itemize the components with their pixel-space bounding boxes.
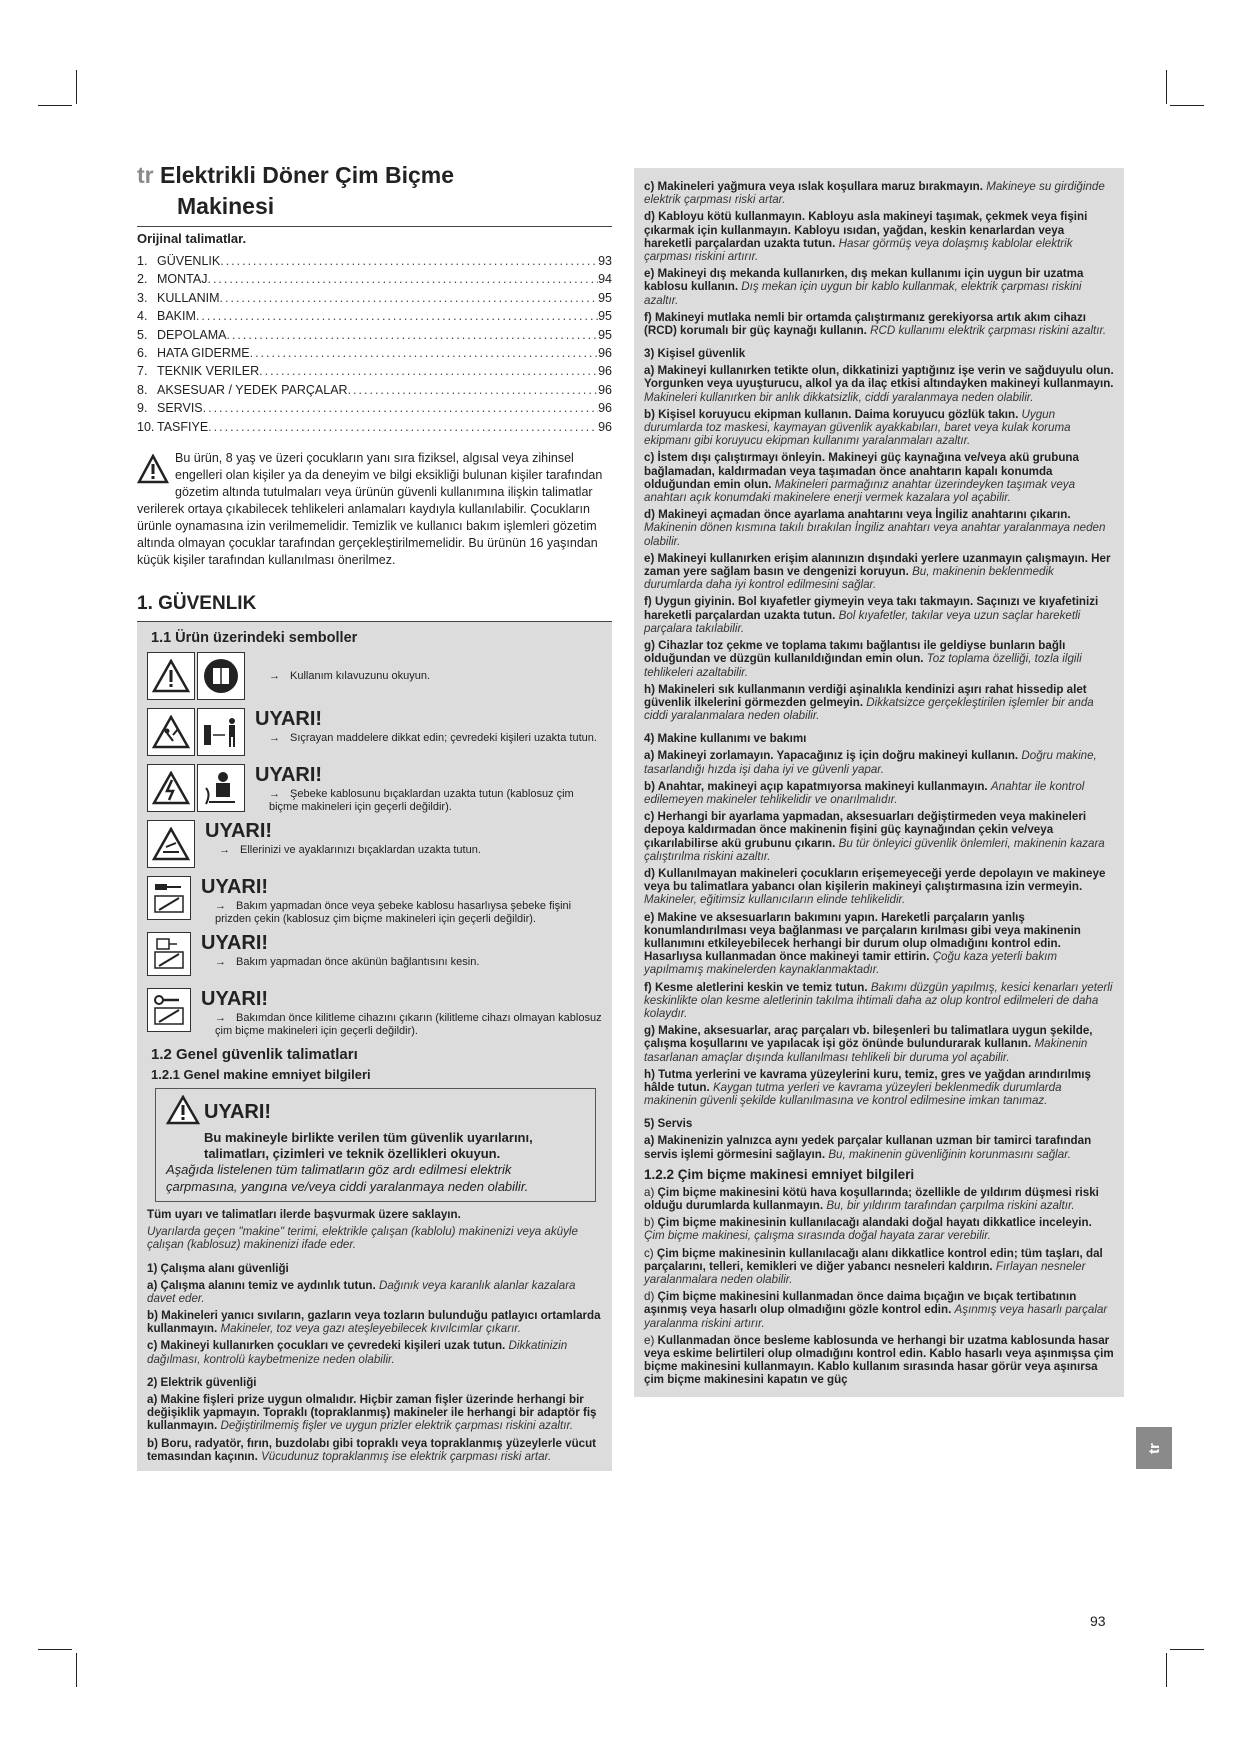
toc-label: TASFIYE [157,419,209,434]
italic-text: Makineler, toz veya gazı ateşleyebilecek kıvılcımlar çıkarır. [220,1322,521,1336]
section-heading: 1.2.2 Çim biçme makinesi emniyet bilgileri [644,1166,915,1182]
instruction-paragraph [644,911,1114,977]
general-warning-box [155,1088,596,1202]
toc-item [137,362,612,380]
title-line2: Makinesi [177,193,275,219]
section-heading-1-2-1: 1.2.1 Genel makine emniyet bilgileri [151,1067,371,1083]
toc-item [137,418,612,436]
toc-item [137,270,612,288]
toc-leader [220,289,599,307]
bold-text: a) Makineyi kullanırken tetikte olun, dikkatinizi yaptığınız işe verin ve sağduyulu olun. Yorgunken veya uyuşturucu, alkol ya da ilaç etkisi altındayken makineyi kullanmayın. [644,364,1114,391]
subsection-heading: 3) Kişisel güvenlik [644,347,746,361]
crop-mark [1170,1649,1204,1650]
instruction-paragraph [644,1134,1114,1160]
toc-label: HATA GIDERME [157,346,250,361]
crop-mark [1166,1653,1167,1687]
crop-mark [1170,105,1204,106]
toc-number: 3. [137,290,148,305]
symbol-row: UYARI! → Bakım yapmadan önce akünün bağlantısını kesin. [147,932,604,982]
lock-device-icon [147,988,191,1032]
instruction-paragraph [644,408,1114,448]
symbol-text: Bakımdan önce kilitleme cihazını çıkarın (kilitleme cihazı olmayan kablosuz çim biçme makineleri için geçerli değildir). [215,1012,602,1037]
toc-page: 96 [598,419,612,434]
toc-item [137,252,612,270]
symbol-text: Bakım yapmadan önce akünün bağlantısını kesin. [236,956,480,969]
instruction-paragraph [147,1393,604,1433]
italic-text: Makineler, eğitimsiz kullanıcıların elinde tehlikelidir. [644,893,906,907]
italic-text: Bu tür önleyici güvenlik önlemleri, makinenin kazara çalıştırılma riskini azaltır. [644,836,1105,863]
warning-heading: UYARI! [201,876,269,899]
instruction-paragraph [644,810,1114,863]
italic-text: Bu, makinenin beklenmedik durumlarda daha iyi kontrol edilmesini sağlar. [644,565,1054,592]
warning-triangle-icon [147,652,195,700]
toc-item [137,399,612,417]
instruction-paragraph [644,451,1114,504]
bold-text: f) Kesme aletlerini keskin ve temiz tutun. [644,980,868,994]
bold-text: Kullanmadan önce besleme kablosunda ve herhangi bir uzatma kablosunda hasar veya eskime belirtileri olup olmadığını kontrol edin. Kablo hasarlı veya aşınmışsa çim biçme makinesini kullanmayın. Kablo kullanım sırasında hasar görür veya aşınırsa çim biçme makinesini kapatın ve güç [644,1333,1114,1387]
symbol-row: → Kullanım kılavuzunu okuyun. [147,652,604,702]
warning-heading: UYARI! [201,988,269,1011]
left-paragraphs [147,1208,604,1463]
instruction-paragraph [644,867,1114,907]
item-prefix: b) [644,1216,658,1230]
instruction-paragraph [644,1290,1114,1330]
subsection-heading: 1) Çalışma alanı güvenliği [147,1261,289,1275]
symbol-text: Sıçrayan maddelere dikkat edin; çevredeki kişileri uzakta tutun. [290,732,597,745]
bold-text: h) Makineleri sık kullanmanın verdiği aşinalıkla kendinizi aşırı rahat hissedip alet güvenlik ilkelerini görmezden gelmeyin. [644,682,1087,709]
italic-text: Çim biçme makinesi, çalışma sırasında doğal hayata zarar verebilir. [644,1229,991,1243]
toc-label: KULLANIM [157,290,220,305]
toc-number: 1. [137,254,148,268]
italic-text: Makineye su girdiğinde elektrik çarpması riski artar. [644,180,1105,207]
title-line1: Elektrikli Döner Çim Biçme [160,162,455,188]
table-of-contents [137,252,612,436]
left-column [137,160,612,1471]
instruction-paragraph [644,311,1114,337]
instruction-paragraph [644,1247,1114,1287]
italic-text: Kaygan tutma yerleri ve kavrama yüzeyleri beklenmedik durumlarda makinenin güvenli şekilde kullanılmasına ve kontrol edilmesine imkan tanımaz. [644,1080,1062,1108]
side-tab-label: tr [1145,1442,1163,1454]
symbol-row: UYARI! → Bakımdan önce kilitleme cihazını çıkarın (kilitleme cihazı olmayan kablosuz çim biçme makineleri için geçerli değildir). [147,988,604,1038]
toc-leader [220,252,598,270]
subsection-heading: 4) Makine kullanımı ve bakımı [644,732,807,746]
toc-leader [207,270,598,288]
warning-triangle-icon [137,454,169,489]
bold-text: b) Makineleri yanıcı sıvıların, gazların veya tozların bulunduğu patlayıcı ortamlarda kullanmayın. [147,1309,601,1336]
bold-text: f) Uygun giyinin. Bol kıyafetler giymeyin veya takı takmayın. Saçınızı ve kıyafetinizi hareketli parçalardan uzakta tutun. [644,595,1099,622]
bold-text: c) Makineyi kullanırken çocukları ve çevredeki kişileri uzak tutun. [147,1339,506,1353]
warning-italic-text: Aşağıda listelenen tüm talimatların göz ardı edilmesi elektrik çarpmasına, yangına ve/veya ciddi yaralanmaya neden olabilir. [166,1162,529,1195]
bold-text: d) Kullanılmayan makineleri çocukların erişemeyeceği yerde depolayın ve makineye veya bu talimatlara yabancı olan kişilerin makineyi çalıştırmasına izin vermeyin. [644,866,1106,894]
italic-text: Makineleri parmağınız anahtar üzerindeyken taşımak veya anahtarı açık konumdaki makinelere enerji vermek kazalara yol açabilir. [644,477,1076,505]
bold-text: e) Makine ve aksesuarların bakımını yapın. Hareketli parçaların yanlış konumlandırılması veya bağlanması ve parçaların kırılması gibi veya makinenin kullanımını etkileyebilecek herhangi bir durum olup olmadığını kontrol edin. Hasarlıysa kullanmadan önce makineyi tamir ettirin. [644,910,1081,964]
toc-item [137,381,612,399]
instruction-paragraph [644,1186,1114,1212]
symbol-text: Kullanım kılavuzunu okuyun. [290,670,431,683]
item-prefix: e) [644,1333,658,1347]
toc-number: 7. [137,364,148,379]
instruction-paragraph [644,508,1114,548]
bold-text: e) Makineyi kullanırken erişim alanınızın dışındaki yerlere uzanmayın çalışmayın. Her zaman yere sağlam basın ve dengenizi koruyun. [644,551,1111,579]
italic-text: Uygun durumlarda toz maskesi, kaymayan güvenlik ayakkabıları, baret veya kulak koruma ekipmanı gibi koruyucu ekipman kullanımı yaralanmaları azaltır. [644,407,1071,448]
toc-page: 96 [598,346,612,361]
bold-text: Tüm uyarı ve talimatları ilerde başvurmak üzere saklayın. [147,1208,461,1222]
bold-text: g) Makine, aksesuarlar, araç parçaları vb. bileşenleri bu talimatlara uygun şekilde, çalışma koşullarını ve yapılacak işi göz önünde bulundurarak kullanın. [644,1024,1093,1051]
symbol-row: UYARI! → Bakım yapmadan önce veya şebeke kablosu hasarlıysa şebeke fişini prizden çekin (kablosuz çim biçme makineleri için geçerli değildir). [147,876,604,926]
toc-number: 6. [137,346,148,361]
toc-page: 95 [598,327,612,342]
subsection-heading: 2) Elektrik güvenliği [147,1375,257,1389]
toc-leader [348,381,599,399]
instruction-paragraph [644,552,1114,592]
instruction-paragraph [147,1279,604,1305]
read-manual-icon [197,652,245,700]
toc-label: DEPOLAMA [157,327,227,342]
instruction-paragraph [644,780,1114,806]
italic-text: Makinenin dönen kısmına takılı bırakılan İngiliz anahtarı veya anahtar yaralanmaya neden olabilir. [644,521,1106,548]
toc-page: 96 [598,401,612,416]
battery-disconnect-icon [147,932,191,976]
italic-text: Makinenin tasarlanan amaçlar dışında kullanılması tehlikeli bir duruma yol açabilir. [644,1037,1088,1064]
instruction-paragraph [147,1437,604,1463]
warning-heading: UYARI! [201,932,269,955]
italic-text: Dağınık veya karanlık alanlar kazalara davet eder. [147,1278,576,1305]
italic-text: Uyarılarda geçen "makine" terimi, elektrikle çalışan (kablolu) makinenizi veya aküyle çalışan (kablosuz) makinenizi ifade eder. [147,1225,578,1252]
section-heading-1: 1. GÜVENLIK [137,593,257,615]
symbol-text: Bakım yapmadan önce veya şebeke kablosu hasarlıysa şebeke fişini prizden çekin (kablosuz çim biçme makineleri için geçerli değildir). [215,900,572,925]
toc-page: 96 [598,364,612,379]
intro-text: Bu ürün, 8 yaş ve üzeri çocukların yanı sıra fiziksel, algısal veya zihinsel engelleri olan kişiler ya da deneyim ve bilgi eksikliği bulunan kişiler tarafından gözetim altında tutulmaları veya ürünün güvenli kullanımına ilişkin talimatlar verilerek ortaya çıkabilecek tehlikeleri anlamaları kaydıyla kullanılabilir. Çocukların ürünle oynamasına izin verilmemelidir. Temizlik ve kullanıcı bakım işlemleri gözetim altında olmayan çocuklar tarafından gerçekleştirilmemelidir. Bu ürünün 16 yaşından küçük kişiler tarafından kullanılması önerilmez. [137,451,603,568]
instruction-paragraph [644,749,1114,775]
thrown-objects-icon [147,708,195,756]
instruction-paragraph [644,683,1114,723]
warning-bold-text: Bu makineyle birlikte verilen tüm güvenlik uyarılarını, talimatları, çizimleri ve teknik özellikleri okuyun. [204,1130,533,1161]
instruction-paragraph [147,1225,604,1251]
warning-triangle-icon [166,1095,200,1130]
italic-text: Hasar görmüş veya dolaşmış kablolar elektrik çarpması riskini artırır. [644,236,1073,264]
symbol-text: Ellerinizi ve ayaklarınızı bıçaklardan uzakta tutun. [240,844,481,857]
toc-number: 9. [137,401,148,416]
bold-text: a) Çalışma alanını temiz ve aydınlık tutun. [147,1278,376,1292]
original-instructions: Orijinal talimatlar. [137,231,247,246]
bold-text: g) Cihazlar toz çekme ve toplama takımı bağlantısı ile geldiyse bunların bağlı olduğundan ve düzgün kullanıldığından emin olun. [644,639,1066,666]
italic-text: Anahtar ile kontrol edilemeyen makineler tehlikelidir ve onarılmalıdır. [644,779,1085,806]
instruction-paragraph [644,1068,1114,1108]
instruction-paragraph [147,1339,604,1365]
toc-item [137,344,612,362]
bold-text: e) Makineyi dış mekanda kullanırken, dış mekan kullanımı için uygun bir uzatma kablosu kullanın. [644,267,1084,294]
toc-page: 93 [598,254,612,268]
instruction-paragraph [644,981,1114,1021]
bold-text: b) Boru, radyatör, fırın, buzdolabı gibi topraklı veya topraklanmış yüzeylerle vücut temasından kaçının. [147,1436,597,1463]
toc-label: AKSESUAR / YEDEK PARÇALAR [157,382,348,397]
italic-text: Vücudunuz topraklanmış ise elektrik çarpması riski artar. [261,1449,552,1463]
italic-text: Dış mekan için uygun bir kablo kullanmak, elektrik çarpması riskini azaltır. [644,280,1082,307]
item-prefix: d) [644,1290,658,1304]
italic-text: Dikkatinizin dağılması, kontrolü kaybetmenize neden olabilir. [147,1339,568,1366]
instruction-paragraph [147,1309,604,1335]
toc-leader [208,418,598,436]
toc-label: SERVIS [157,401,203,416]
italic-text: Değiştirilmemiş fişler ve uygun prizler elektrik çarpması riskini azaltır. [220,1419,574,1433]
page-title [137,160,612,222]
toc-number: 8. [137,382,148,397]
item-prefix: c) [644,1246,657,1260]
toc-label: GÜVENLIK [157,254,221,268]
right-paragraphs [644,180,1114,1387]
toc-leader [226,326,598,344]
section-heading-1-2: 1.2 Genel güvenlik talimatları [151,1046,358,1064]
toc-label: MONTAJ [157,272,208,287]
warning-heading: UYARI! [255,764,323,787]
cable-away-icon [197,764,245,812]
italic-text: Çoğu kaza yeterli bakım yapılmamış makinelerden kaynaklanmaktadır. [644,950,1058,977]
toc-number: 4. [137,309,148,324]
divider [137,226,612,227]
italic-text: Makineleri kullanırken bir anlık dikkatsizlik, ciddi yaralanmaya neden olabilir. [644,390,1034,404]
italic-text: Aşınmış veya hasarlı parçalar yaralanma riskini artırır. [644,1303,1108,1330]
title-lang: tr [137,162,154,188]
warning-heading: UYARI! [255,708,323,731]
toc-label: BAKIM [157,309,196,324]
instruction-paragraph [644,595,1114,635]
page-number: 93 [1090,1613,1106,1629]
intro-warning [137,450,612,569]
bold-text: a) Makineyi zorlamayın. Yapacağınız iş için doğru makineyi kullanın. [644,749,1019,763]
instruction-paragraph [644,1334,1114,1387]
bold-text: a) Makinenizin yalnızca aynı yedek parçalar kullanan uzman bir tamirci tarafından servis işlemi görmesini sağlayın. [644,1134,1092,1161]
instruction-paragraph [644,639,1114,679]
bold-text: Çim biçme makinesini kullanmadan önce daima bıçağın ve bıçak tertibatının aşınmış veya hasarlı olup olmadığını gözle kontrol edin. [644,1290,1077,1317]
instruction-paragraph [644,364,1114,404]
toc-leader [250,344,598,362]
right-column [634,168,1124,1397]
bold-text: Çim biçme makinesinin kullanılacağı alandaki doğal hayatı dikkatlice inceleyin. [657,1216,1092,1230]
instruction-paragraph [644,1216,1114,1242]
electric-shock-icon [147,764,195,812]
italic-text: RCD kullanımı elektrik çarpması riskini azaltır. [870,324,1107,338]
crop-mark [76,1653,77,1687]
italic-text: Dikkatsizce gerçekleştirilen işlemler bir anda ciddi yaralanmalara neden olabilir. [644,695,1094,723]
toc-page: 94 [598,272,612,287]
toc-label: TEKNIK VERILER [157,364,260,379]
warning-heading: UYARI! [204,1101,272,1124]
unplug-maintenance-icon [147,876,191,920]
bold-text: c) Herhangi bir ayarlama yapmadan, aksesuarları değiştirmeden veya makineleri depoya kaldırmadan önce makinenin fişini güç kaynağından çekin ve/veya çıkarılabilirse akü grubunu çıkarın. [644,810,1087,850]
bold-text: b) Anahtar, makineyi açıp kapatmıyorsa makineyi kullanmayın. [644,779,988,793]
toc-page: 96 [598,382,612,397]
instruction-paragraph [644,1024,1114,1064]
section-heading-1-1: 1.1 Ürün üzerindeki semboller [151,630,358,647]
crop-mark [1166,70,1167,104]
bold-text: c) İstem dışı çalıştırmayı önleyin. Makineyi güç kaynağına ve/veya akü grubuna bağlamadan, kaldırmadan veya taşımadan önce anahtarın kapalı konumda olduğundan emin olun. [644,451,1079,491]
warning-heading: UYARI! [205,820,273,843]
safety-box [137,622,612,1471]
crop-mark [38,1649,72,1650]
symbol-text: Şebeke kablosunu bıçaklardan uzakta tutun (kablosuz çim biçme makineleri için geçerli değildir). [269,788,574,813]
toc-leader [196,307,598,325]
bold-text: h) Tutma yerlerini ve kavrama yüzeylerini kuru, temiz, gres ve yağdan arındırılmış hâlde tutun. [644,1067,1091,1094]
subsection-heading: 5) Servis [644,1117,693,1131]
symbol-row: UYARI! → Şebeke kablosunu bıçaklardan uzakta tutun (kablosuz çim biçme makineleri için geçerli değildir). [147,764,604,814]
italic-text: Doğru makine, tasarlandığı hızda işi daha iyi ve güvenli yapar. [644,749,1097,776]
bold-text: b) Kişisel koruyucu ekipman kullanın. Daima koruyucu gözlük takın. [644,407,1019,421]
bold-text: d) Makineyi açmadan önce ayarlama anahtarını veya İngiliz anahtarını çıkarın. [644,508,1071,522]
toc-item [137,289,612,307]
symbol-row: UYARI! → Ellerinizi ve ayaklarınızı bıçaklardan uzakta tutun. [147,820,604,870]
crop-mark [38,105,72,106]
toc-item [137,326,612,344]
italic-text: Toz toplama özelliği, tozla ilgili tehlikeleri azaltabilir. [644,652,1082,679]
instruction-paragraph [147,1208,604,1221]
instruction-paragraph [644,180,1114,206]
toc-number: 10. [137,419,155,434]
language-side-tab [1136,1427,1172,1469]
bold-text: Çim biçme makinesini kötü hava koşullarında; özellikle de yıldırım düşmesi riski olduğu durumlarda kullanmayın. [644,1185,1099,1212]
bold-text: f) Makineyi mutlaka nemli bir ortamda çalıştırmanız gerekiyorsa artık akım cihazı (RCD) korumalı bir güç kaynağı kullanın. [644,310,1087,338]
italic-text: Bol kıyafetler, takılar veya uzun saçlar hareketli parçalara takılabilir. [644,608,1081,635]
bold-text: c) Makineleri yağmura veya ıslak koşullara maruz bırakmayın. [644,180,983,193]
italic-text: Fırlayan nesneler yaralanmalara neden olabilir. [644,1259,1086,1287]
instruction-paragraph [644,267,1114,307]
instruction-paragraph [644,210,1114,263]
blade-hands-icon [147,820,195,868]
toc-page: 95 [598,309,612,324]
symbol-row: UYARI! → Sıçrayan maddelere dikkat edin; çevredeki kişileri uzakta tutun. [147,708,604,758]
toc-leader [259,362,598,380]
italic-text: Bu, bir yıldırım tarafından çarpılma riskini azaltır. [826,1199,1075,1212]
toc-number: 2. [137,272,148,287]
toc-item [137,307,612,325]
crop-mark [76,70,77,104]
bold-text: d) Kabloyu kötü kullanmayın. Kabloyu asla makineyi taşımak, çekmek veya fişini çıkarmak için kullanmayın. Kabloyu ısıdan, yağdan, keskin kenarlardan veya hareketli parçalardan uzakta tutun. [644,210,1088,250]
bold-text: a) Makine fişleri prize uygun olmalıdır. Hiçbir zaman fişler üzerinde herhangi bir değişiklik yapmayın. Topraklı (topraklanmış) makineler ile herhangi bir adaptör fiş kullanmayın. [147,1392,597,1433]
keep-distance-icon [197,708,245,756]
italic-text: Bakımı düzgün yapılmış, kesici kenarları yeterli keskinlikte olan kesme aletlerinin takılma ihtimali daha az olup kontrol edilmeleri de daha kolaydır. [644,980,1113,1020]
item-prefix: a) [644,1185,658,1199]
italic-text: Bu, makinenin güvenliğinin korunmasını sağlar. [828,1147,1071,1161]
toc-leader [203,399,598,417]
toc-page: 95 [598,290,612,305]
bold-text: Çim biçme makinesinin kullanılacağı alanı dikkatlice kontrol edin; tüm taşları, dal parçalarını, telleri, kemikleri ve diğer yabancı nesneleri kaldırın. [644,1246,1103,1273]
toc-number: 5. [137,327,148,342]
